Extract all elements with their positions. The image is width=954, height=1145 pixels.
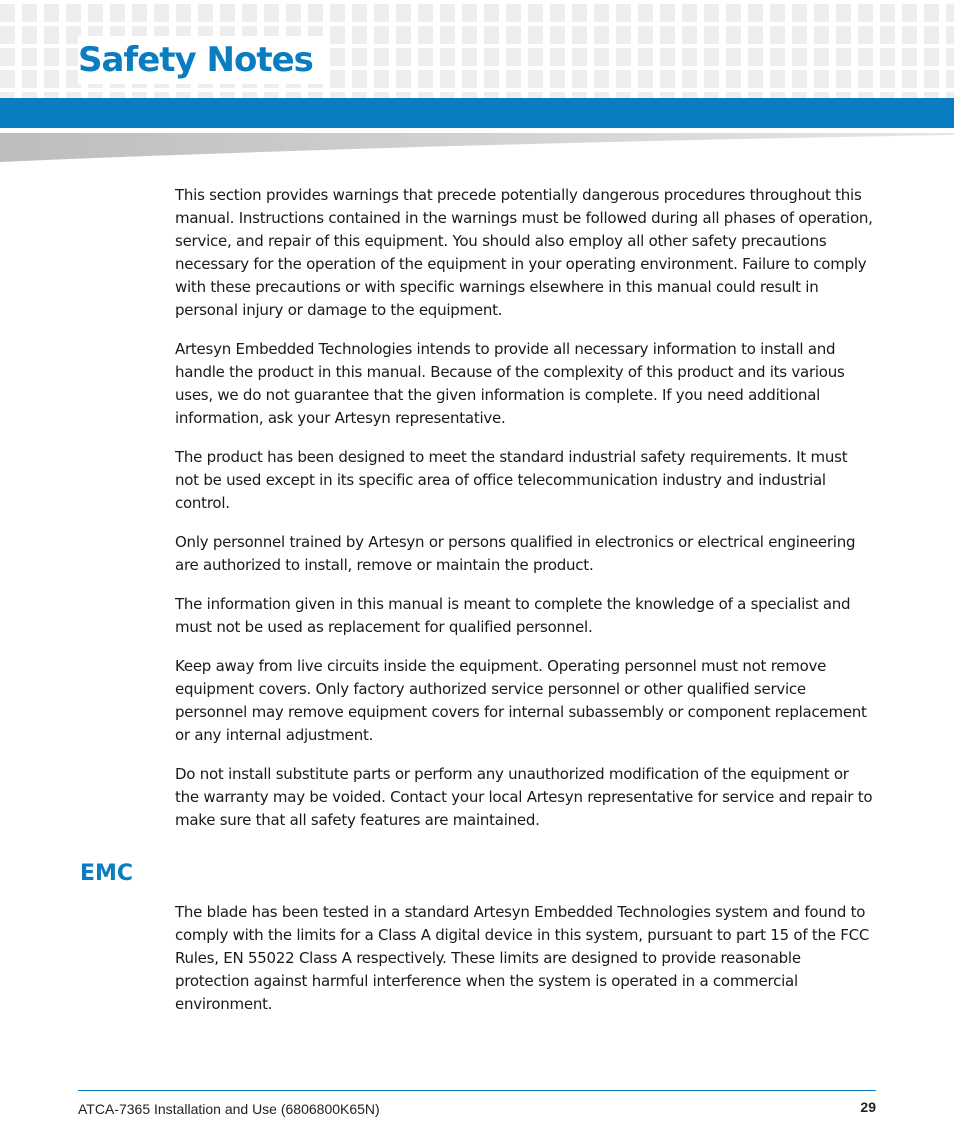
- header-gray-swoosh: [0, 128, 954, 164]
- intro-paragraph-2: Artesyn Embedded Technologies intends to provide all necessary information to install and handle the product in this manual. Because of the complexity of this product and its various uses, we do not guarantee that the given information is complete. If you need additional information, ask your Artesyn representative.: [175, 340, 845, 427]
- footer-document-title: ATCA-7365 Installation and Use (6806800K65N): [78, 1101, 380, 1117]
- intro-paragraph-3: The product has been designed to meet the standard industrial safety requirements. It must not be used except in its specific area of office telecommunication industry and industrial control.: [175, 448, 848, 512]
- intro-paragraph-5: The information given in this manual is meant to complete the knowledge of a specialist and must not be used as replacement for qualified personnel.: [175, 595, 851, 636]
- intro-paragraph-1: This section provides warnings that precede potentially dangerous procedures throughout this manual. Instructions contained in the warnings must be followed during all phases of operation, service, and repair of this equipment. You should also employ all other safety precautions necessary for the operation of the equipment in your operating environment. Failure to comply with these precautions or with specific warnings elsewhere in this manual could result in personal injury or damage to the equipment.: [175, 186, 873, 319]
- footer-page-number: 29: [860, 1099, 876, 1115]
- emc-section: [175, 901, 875, 1016]
- emc-heading: EMC: [80, 861, 134, 886]
- emc-paragraph: The blade has been tested in a standard Artesyn Embedded Technologies system and found to comply with the limits for a Class A digital device in this system, pursuant to part 15 of the FCC Rules, EN 55022 Class A respectively. These limits are designed to provide reasonable protection against harmful interference when the system is operated in a commercial environment.: [175, 903, 870, 1013]
- intro-paragraph-6: Keep away from live circuits inside the equipment. Operating personnel must not remove equipment covers. Only factory authorized service personnel or other qualified service personnel may remove equipment covers for internal subassembly or component replacement or any internal adjustment.: [175, 657, 867, 744]
- intro-paragraph-7: Do not install substitute parts or perform any unauthorized modification of the equipment or the warranty may be voided. Contact your local Artesyn representative for service and repair to make sure that all safety features are maintained.: [175, 765, 873, 829]
- intro-paragraph-4: Only personnel trained by Artesyn or persons qualified in electronics or electrical engineering are authorized to install, remove or maintain the product.: [175, 533, 856, 574]
- footer-rule: [78, 1090, 876, 1091]
- header-blue-bar: [0, 98, 954, 128]
- intro-section: [175, 184, 875, 848]
- page-title: Safety Notes: [78, 36, 325, 84]
